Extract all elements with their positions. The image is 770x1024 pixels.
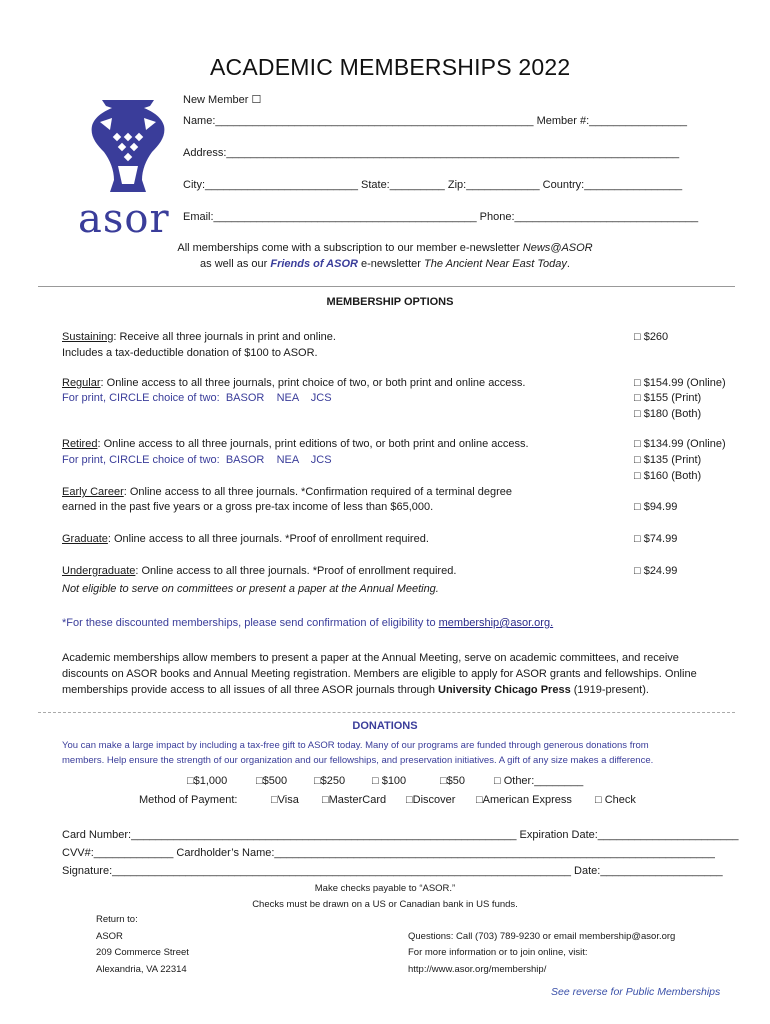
city-state-zip-field[interactable]: City:_________________________ State:_________ Zip:____________ Country:________________ bbox=[183, 179, 683, 191]
donations-text-line1: You can make a large impact by including a tax-free gift to ASOR today. Many of our programs are funded through generous donations from bbox=[62, 740, 649, 751]
membership-options-heading: MEMBERSHIP OPTIONS bbox=[326, 296, 454, 308]
checks-bank-note: Checks must be drawn on a US or Canadian bank in US funds. bbox=[252, 899, 518, 910]
retired-both-checkbox[interactable]: □ $160 (Both) bbox=[634, 470, 702, 482]
donation-500-checkbox[interactable]: □$500 bbox=[256, 775, 288, 787]
sustaining-option: Sustaining: Receive all three journals in print and online. bbox=[62, 331, 336, 343]
card-number-field[interactable]: Card Number:_______________________________________________________________ Expiration Date:_______________________ bbox=[62, 829, 739, 841]
sustaining-option-detail: Includes a tax-deductible donation of $100 to ASOR. bbox=[62, 347, 318, 359]
retired-option: Retired: Online access to all three journals, print editions of two, or both print and online access. bbox=[62, 438, 529, 450]
membership-url-link[interactable]: http://www.asor.org/membership/ bbox=[408, 964, 547, 975]
visa-checkbox[interactable]: □Visa bbox=[271, 794, 299, 806]
sustaining-price-checkbox[interactable]: □ $260 bbox=[634, 331, 669, 343]
signature-date-field[interactable]: Signature:___________________________________________________________________________ Date:____________________ bbox=[62, 865, 723, 877]
return-address-street: 209 Commerce Street bbox=[96, 947, 189, 958]
see-reverse-note: See reverse for Public Memberships bbox=[551, 986, 721, 998]
undergraduate-price-checkbox[interactable]: □ $24.99 bbox=[634, 565, 678, 577]
retired-print-choice: For print, CIRCLE choice of two: BASOR NEA JCS bbox=[62, 454, 332, 466]
payment-method-label: Method of Payment: bbox=[139, 794, 238, 806]
undergraduate-restriction: Not eligible to serve on committees or present a paper at the Annual Meeting. bbox=[62, 583, 439, 595]
donations-heading: DONATIONS bbox=[352, 720, 418, 732]
regular-print-checkbox[interactable]: □ $155 (Print) bbox=[634, 392, 702, 404]
checks-payable-note: Make checks payable to “ASOR.” bbox=[314, 883, 456, 894]
donation-100-checkbox[interactable]: □ $100 bbox=[372, 775, 407, 787]
questions-contact: Questions: Call (703) 789-9230 or email membership@asor.org bbox=[408, 931, 676, 942]
donation-50-checkbox[interactable]: □$50 bbox=[440, 775, 465, 787]
new-member-checkbox[interactable]: New Member ☐ bbox=[183, 94, 262, 106]
donation-1000-checkbox[interactable]: □$1,000 bbox=[187, 775, 228, 787]
early-career-detail: earned in the past five years or a gross pre-tax income of less than $65,000. bbox=[62, 501, 434, 513]
regular-online-checkbox[interactable]: □ $154.99 (Online) bbox=[634, 377, 726, 389]
amphora-icon bbox=[88, 96, 168, 200]
more-info-note: For more information or to join online, visit: bbox=[408, 947, 588, 958]
retired-print-checkbox[interactable]: □ $135 (Print) bbox=[634, 454, 702, 466]
graduate-price-checkbox[interactable]: □ $74.99 bbox=[634, 533, 678, 545]
graduate-option: Graduate: Online access to all three journals. *Proof of enrollment required. bbox=[62, 533, 429, 545]
asor-logo bbox=[78, 96, 178, 241]
mastercard-checkbox[interactable]: □MasterCard bbox=[322, 794, 387, 806]
name-field[interactable]: Name:____________________________________________________ Member #:________________ bbox=[183, 115, 688, 127]
regular-print-choice: For print, CIRCLE choice of two: BASOR NEA JCS bbox=[62, 392, 332, 404]
donation-250-checkbox[interactable]: □$250 bbox=[314, 775, 346, 787]
regular-option: Regular: Online access to all three journals, print choice of two, or both print and online access. bbox=[62, 377, 526, 389]
address-field[interactable]: Address:__________________________________________________________________________ bbox=[183, 147, 680, 159]
regular-both-checkbox[interactable]: □ $180 (Both) bbox=[634, 408, 702, 420]
newsletter-note-line1: All memberships come with a subscription to our member e-newsletter News@ASOR bbox=[177, 242, 593, 254]
american-express-checkbox[interactable]: □American Express bbox=[476, 794, 572, 806]
retired-online-checkbox[interactable]: □ $134.99 (Online) bbox=[634, 438, 726, 450]
divider bbox=[38, 286, 735, 287]
undergraduate-option: Undergraduate: Online access to all three journals. *Proof of enrollment required. bbox=[62, 565, 457, 577]
newsletter-note-line2: as well as our Friends of ASOR e-newsletter The Ancient Near East Today. bbox=[200, 258, 570, 270]
return-address-org: ASOR bbox=[96, 931, 123, 942]
discover-checkbox[interactable]: □Discover bbox=[406, 794, 456, 806]
email-phone-field[interactable]: Email:___________________________________________ Phone:______________________________ bbox=[183, 211, 699, 223]
divider bbox=[38, 712, 735, 713]
membership-email-link[interactable]: membership@asor.org. bbox=[438, 617, 554, 629]
benefits-text-line2: discounts on ASOR books and Annual Meeting registration. Members are eligible to apply for ASOR grants and fellowships. Online bbox=[62, 668, 697, 680]
check-checkbox[interactable]: □ Check bbox=[595, 794, 636, 806]
return-label: Return to: bbox=[96, 914, 138, 925]
benefits-text-line1: Academic memberships allow members to present a paper at the Annual Meeting, serve on academic committees, and receive bbox=[62, 652, 679, 664]
cvv-cardholder-field[interactable]: CVV#:_____________ Cardholder’s Name:________________________________________________________________________ bbox=[62, 847, 715, 859]
early-career-option: Early Career: Online access to all three journals. *Confirmation required of a terminal degree bbox=[62, 486, 513, 498]
return-address-city: Alexandria, VA 22314 bbox=[96, 964, 187, 975]
discount-eligibility-note: *For these discounted memberships, please send confirmation of eligibility to membership@asor.org. bbox=[62, 617, 554, 629]
page-title: ACADEMIC MEMBERSHIPS 2022 bbox=[210, 54, 571, 80]
donations-text-line2: members. Help ensure the strength of our organization and our fellowships, and preservation initiatives. A gift of any size makes a difference. bbox=[62, 755, 654, 766]
donation-other-field[interactable]: □ Other:________ bbox=[494, 775, 584, 787]
logo-wordmark: asor bbox=[78, 196, 170, 242]
early-career-price-checkbox[interactable]: □ $94.99 bbox=[634, 501, 678, 513]
benefits-text-line3: memberships provide access to all issues of all three ASOR journals through University Chicago Press (1919-present). bbox=[62, 684, 649, 696]
